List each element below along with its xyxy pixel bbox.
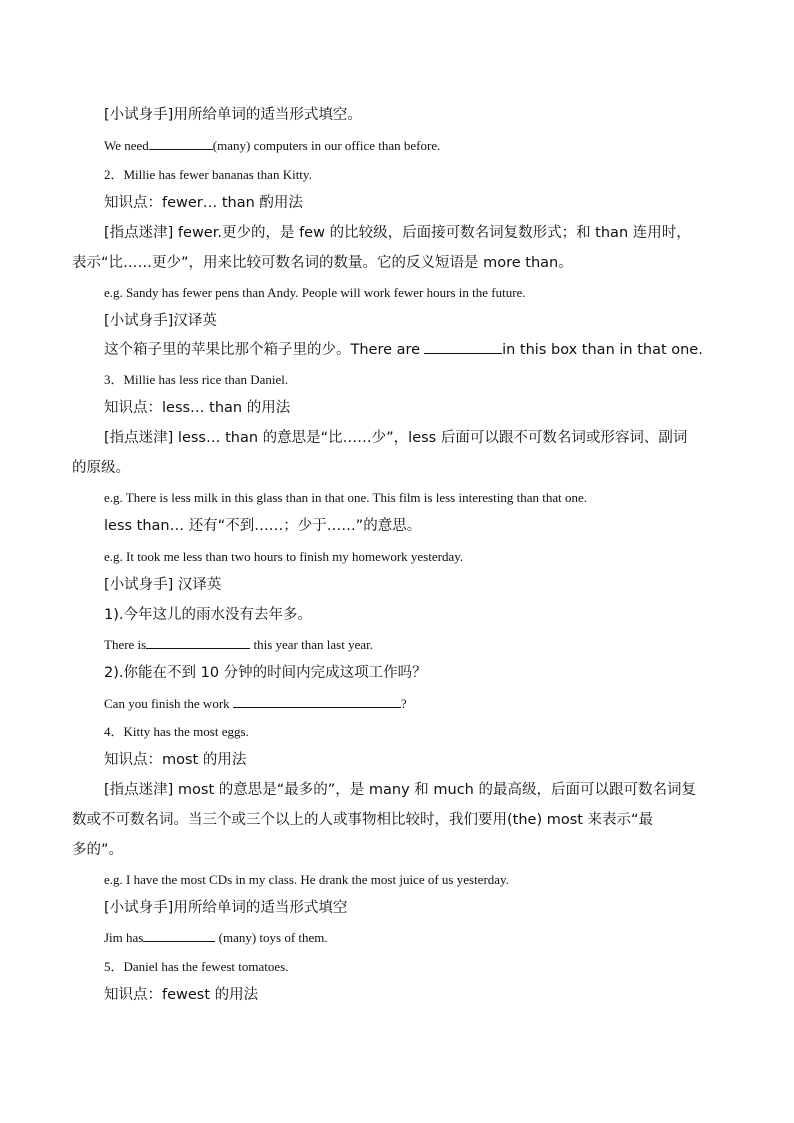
- example-line: e.g. There is less milk in this glass than in that one. This film is less interesting than that one.: [104, 490, 587, 505]
- explanation-line: [指点迷津] less… than 的意思是“比……少”，less 后面可以跟不可数名词或形容词、副词: [104, 430, 688, 446]
- sentence-text: There is: [104, 637, 147, 652]
- section-heading-3: 3．Millie has less rice than Daniel.: [104, 372, 289, 387]
- knowledge-point: 知识点：fewest 的用法: [104, 987, 259, 1003]
- exercise-sentence: [104, 636, 373, 654]
- explanation-line: less than… 还有“不到……；少于……”的意思。: [104, 518, 422, 534]
- exercise-sentence: [104, 695, 407, 713]
- sentence-text: this year than last year.: [253, 637, 373, 652]
- exercise-heading: [小试身手] 汉译英: [104, 577, 222, 593]
- sentence-text: 这个箱子里的苹果比那个箱子里的少。There are: [104, 342, 421, 358]
- exercise-heading: [小试身手]用所给单词的适当形式填空: [104, 900, 348, 916]
- example-line: e.g. I have the most CDs in my class. He drank the most juice of us yesterday.: [104, 872, 509, 887]
- exercise-question: 1).今年这儿的雨水没有去年多。: [104, 607, 312, 623]
- exercise-sentence: [104, 137, 440, 155]
- sentence-text: ?: [400, 696, 407, 711]
- explanation-line: 表示“比……更少”，用来比较可数名词的数量。它的反义短语是 more than。: [72, 255, 573, 271]
- example-line: e.g. Sandy has fewer pens than Andy. People will work fewer hours in the future.: [104, 285, 526, 300]
- sentence-text: (many) computers in our office than before.: [212, 138, 441, 153]
- answer-blank[interactable]: [143, 929, 215, 942]
- answer-blank[interactable]: [424, 341, 502, 354]
- knowledge-point: 知识点：less… than 的用法: [104, 400, 291, 416]
- sentence-text: (many) toys of them.: [218, 930, 328, 945]
- exercise-question: 2).你能在不到 10 分钟的时间内完成这项工作吗？: [104, 665, 427, 681]
- explanation-line: 数或不可数名词。当三个或三个以上的人或事物相比较时，我们要用(the) most 来表示“最: [72, 812, 654, 828]
- exercise-heading: [小试身手]用所给单词的适当形式填空。: [104, 107, 362, 123]
- sentence-text: We need: [104, 138, 149, 153]
- explanation-line: [指点迷津] fewer.更少的，是 few 的比较级，后面接可数名词复数形式；和 than 连用时，: [104, 225, 691, 241]
- example-line: e.g. It took me less than two hours to finish my homework yesterday.: [104, 549, 464, 564]
- sentence-text: in this box than in that one.: [502, 342, 703, 358]
- answer-blank[interactable]: [233, 695, 401, 708]
- knowledge-point: 知识点：most 的用法: [104, 752, 247, 768]
- sentence-text: Can you finish the work: [104, 696, 230, 711]
- explanation-line: 的原级。: [72, 460, 130, 476]
- exercise-heading: [小试身手]汉译英: [104, 313, 217, 329]
- section-heading-5: 5．Daniel has the fewest tomatoes.: [104, 959, 289, 974]
- answer-blank[interactable]: [146, 636, 250, 649]
- answer-blank[interactable]: [149, 137, 213, 150]
- section-heading-4: 4．Kitty has the most eggs.: [104, 724, 249, 739]
- exercise-sentence: [104, 929, 328, 947]
- sentence-text: Jim has: [104, 930, 144, 945]
- exercise-sentence: [104, 341, 703, 359]
- section-heading-2: 2．Millie has fewer bananas than Kitty.: [104, 167, 312, 182]
- explanation-line: 多的”。: [72, 842, 124, 858]
- knowledge-point: 知识点：fewer… than 酌用法: [104, 195, 303, 211]
- explanation-line: [指点迷津] most 的意思是“最多的”，是 many 和 much 的最高级，后面可以跟可数名词复: [104, 782, 696, 798]
